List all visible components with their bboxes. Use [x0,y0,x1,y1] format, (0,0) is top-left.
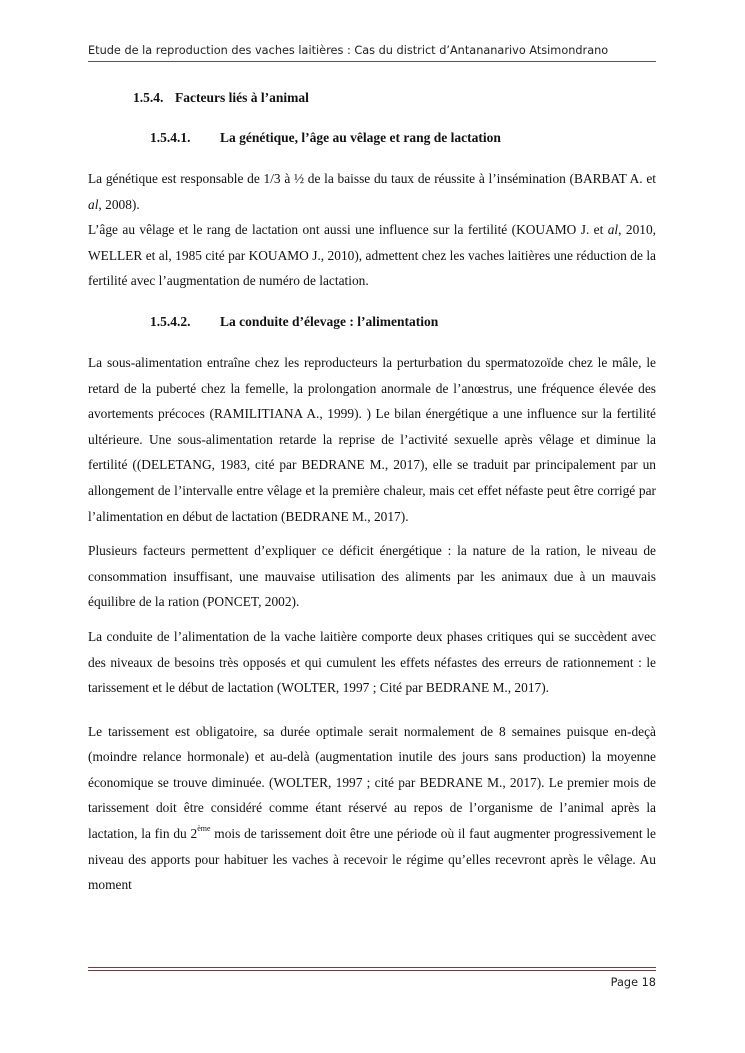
heading-1-5-4 [88,84,656,112]
paragraph-underfeeding: La sous-alimentation entraîne chez les reproducteurs la perturbation du spermatozoïde chez le mâle, le retard de la puberté chez la femelle, la prolongation anormale de l’anœstrus, une fréquence élevée des avortements précoces (RAMILITIANA A., 1999). ) Le bilan énergétique a une influence sur la fertilité ultérieure. Une sous-alimentation retarde la reprise de l’activité sexuelle après vêlage et diminue la fertilité ((DELETANG, 1983, cité par BEDRANE M., 2017), elle se traduit par principalement par un allongement de l’intervalle entre vêlage et la première chaleur, mais cet effet néfaste peut être corrigé par l’alimentation en début de lactation (BEDRANE M., 2017). [88,354,656,524]
running-header: Etude de la reproduction des vaches laitières : Cas du district d’Antananarivo Atsimondrano [88,44,609,57]
footer-rule [88,967,656,968]
heading-number: 1.5.4.2. [150,313,191,329]
italic-al: al [607,222,619,238]
footer-rule [88,970,656,971]
paragraph-text: , 2010, WELLER et al, 1985 cité par KOUAMO J., 2010), admettent chez les vaches laitières une réduction de la fertilité avec l’augmentation de numéro de lactation. [88,222,656,289]
heading-1-5-4-2 [88,308,656,336]
heading-1-5-4-1 [88,124,656,152]
paragraph-genetics [88,166,656,217]
heading-title: La génétique, l’âge au vêlage et rang de lactation [220,130,501,145]
header-rule [88,61,656,62]
paragraph-text: , 2008). [98,196,140,212]
heading-number: 1.5.4.1. [150,130,191,145]
superscript-eme: ème [197,824,211,834]
heading-number: 1.5.4. [133,90,164,105]
page-body [88,84,656,898]
paragraph-text: La génétique est responsable de 1/3 à ½ de la baisse du taux de réussite à l’insémination (BARBAT A. et [88,171,656,186]
paragraph-text: L’âge au vêlage et le rang de lactation ont aussi une influence sur la fertilité (KOUAMO J. et [88,222,608,238]
paragraph-text: mois de tarissement doit être une période où il faut augmenter progressivement le niveau des apports pour habituer les vaches à recevoir le régime qu’elles recevront après le vêlage. Au moment [88,826,656,893]
italic-al: al [88,196,99,212]
page-number: Page 18 [610,976,656,989]
paragraph-text: Le tarissement est obligatoire, sa durée optimale serait normalement de 8 semaines puisque en-deçà (moindre relance hormonale) et au-delà (augmentation inutile des jours sans production) la moyenne économique se trouve diminuée. (WOLTER, 1997 ; cité par BEDRANE M., 2017). Le premier mois de tarissement doit être considéré comme étant réservé au repos de l’organisme de l’animal après la lactation, la fin du 2 [88,723,656,842]
heading-title: Facteurs liés à l’animal [175,90,309,105]
heading-title: La conduite d’élevage : l’alimentation [220,313,439,329]
paragraph-drying-off [88,719,656,898]
paragraph-feeding-management: La conduite de l’alimentation de la vache laitière comporte deux phases critiques qui se succèdent avec des niveaux de besoins très opposés et qui cumulent les effets néfastes des erreurs de rationnement : le tarissement et le début de lactation (WOLTER, 1997 ; Cité par BEDRANE M., 2017). [88,628,656,696]
paragraph-energy-deficit: Plusieurs facteurs permettent d’expliquer ce déficit énergétique : la nature de la ration, le niveau de consommation insuffisant, une mauvaise utilisation des aliments par les animaux due à un mauvais équilibre de la ration (PONCET, 2002). [88,543,656,610]
paragraph-age-calving [88,217,656,294]
